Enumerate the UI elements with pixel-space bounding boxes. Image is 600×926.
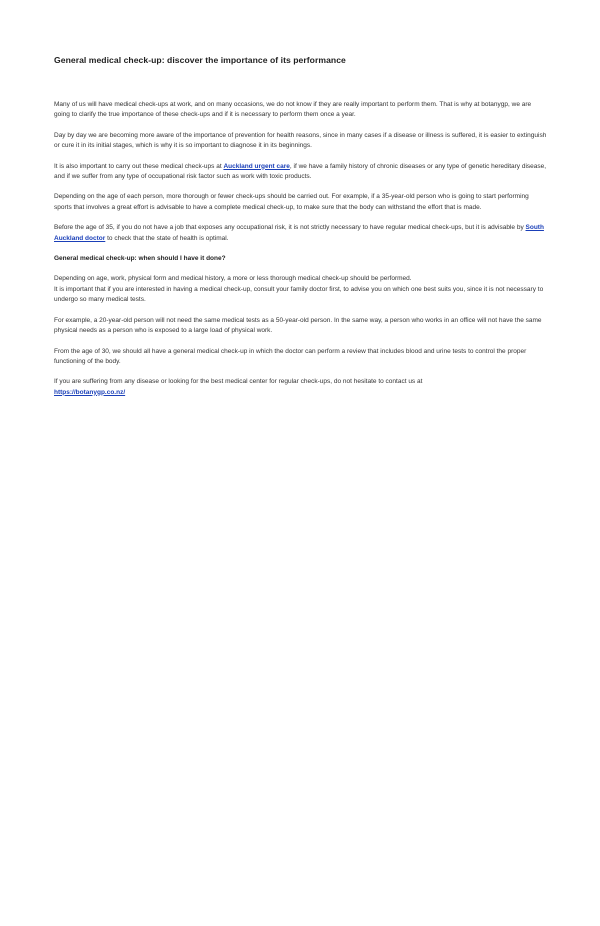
botanygp-website-link[interactable]: https://botanygp.co.nz/ (54, 388, 126, 396)
paragraph-age-30: From the age of 30, we should all have a general medical check-up in which the doctor can perform a review that includes blood and urine tests to control the proper functioning of the body. (54, 347, 527, 365)
paragraph-before-35 (54, 223, 547, 244)
paragraph-contact (54, 377, 547, 398)
paragraph-text: It is also important to carry out these medical check-ups at (54, 162, 224, 170)
document-title: General medical check-up: discover the importance of its performance (54, 55, 346, 65)
paragraph-example: For example, a 20-year-old person will not need the same medical tests as a 50-year-old person. In the same way, a person who works in an office will not have the same physical needs as a person who is exposed to a large load of physical work. (54, 316, 542, 335)
paragraph-consult: It is important that if you are interested in having a medical check-up, consult your family doctor first, to advise you on which one best suits you, since it is not necessary to undergo so many medical tests. (54, 285, 544, 304)
paragraph-depending: Depending on age, work, physical form and medical history, a more or less thorough medical check-up should be performed. (54, 275, 412, 283)
paragraph-text: , if we have a family history of chronic diseases or any type of genetic hereditary disease, and if we suffer from any type of occupational risk factor such as work with toxic products. (54, 162, 547, 181)
document-body (54, 100, 547, 398)
paragraph-prevention: Day by day we are becoming more aware of the importance of prevention for health reasons, since in many cases if a disease or illness is suffered, it is easier to extinguish or cure it in its initial stages, which is why it is so important to diagnose it in its beginnings. (54, 131, 547, 150)
document-page (54, 54, 547, 408)
section-heading: General medical check-up: when should I have it done? (54, 255, 226, 263)
paragraph-text: If you are suffering from any disease or looking for the best medical center for regular check-ups, do not hesitate to contact us at (54, 378, 423, 386)
paragraph-family-history (54, 162, 547, 183)
paragraph-text: Before the age of 35, if you do not have a job that exposes any occupational risk, it is not strictly necessary to have regular medical check-ups, but it is advisable by (54, 224, 526, 232)
paragraph-age: Depending on the age of each person, more thorough or fewer check-ups should be carried out. For example, if a 35-year-old person who is going to start performing sports that involves a great effort is advisable to have a complete medical check-up, to make sure that the body can withstand the effort that is made. (54, 193, 529, 211)
auckland-urgent-care-link[interactable]: Auckland urgent care (223, 162, 290, 170)
paragraph-text: to check that the state of health is optimal. (105, 234, 229, 242)
paragraph-intro: Many of us will have medical check-ups at work, and on many occasions, we do not know if they are really important to perform them. That is why at botanygp, we are going to clarify the true importance of these check-ups and if it is necessary to perform them once a year. (54, 101, 532, 119)
south-auckland-doctor-link[interactable]: South Auckland doctor (54, 224, 544, 242)
